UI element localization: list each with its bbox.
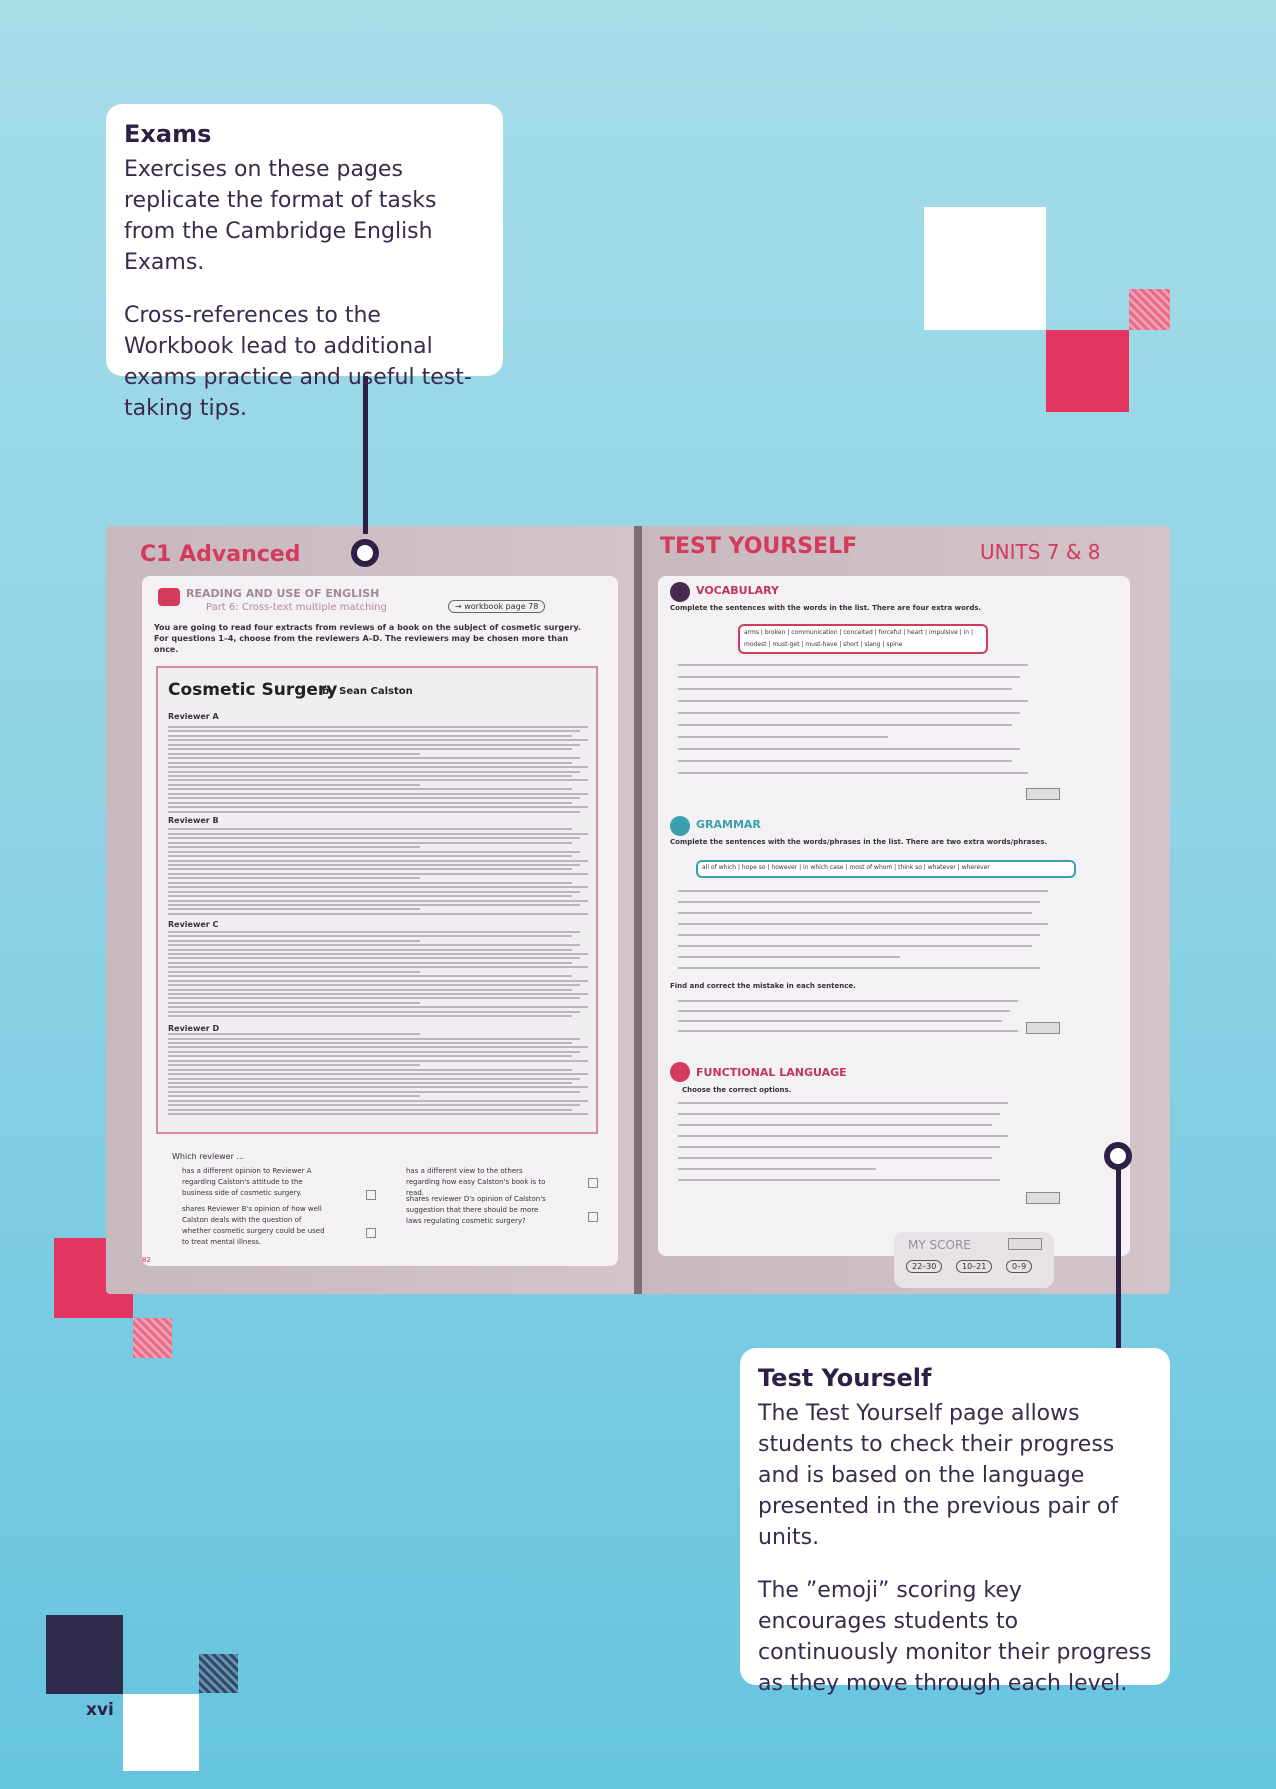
article-line bbox=[168, 962, 572, 964]
folio: xvi bbox=[86, 1700, 114, 1720]
article-line bbox=[168, 797, 580, 799]
article-line bbox=[168, 868, 572, 870]
functional-icon bbox=[670, 1062, 690, 1082]
question-1: has a different opinion to Reviewer A regarding Calston's attitude to the business side of cosmetic surgery. bbox=[182, 1167, 312, 1197]
article-line bbox=[168, 1038, 580, 1040]
part-label: Part 6: Cross-text multiple matching bbox=[206, 602, 387, 613]
functional-line bbox=[678, 1179, 1000, 1181]
reading-icon bbox=[158, 588, 180, 606]
test-yourself-paragraph-2: The ”emoji” scoring key encourages students to continuously monitor their progress as they move through each level. bbox=[758, 1578, 1152, 1696]
article-line bbox=[168, 1064, 420, 1066]
workbook-ref: → workbook page 78 bbox=[448, 600, 545, 613]
article-line bbox=[168, 1078, 580, 1080]
grammar-line bbox=[678, 912, 1032, 914]
left-page-number: 82 bbox=[142, 1256, 151, 1264]
vocab-line bbox=[678, 688, 1012, 690]
article-line bbox=[168, 873, 588, 875]
reviewer-a-label: Reviewer A bbox=[168, 712, 219, 721]
article-line bbox=[168, 788, 572, 790]
vocab-line bbox=[678, 772, 1028, 774]
article-line bbox=[168, 949, 572, 951]
article-line bbox=[168, 1033, 420, 1035]
score-band-high: 22–30 bbox=[906, 1260, 942, 1273]
vocab-instruction: Complete the sentences with the words in the list. There are four extra words. bbox=[670, 604, 982, 612]
find-line bbox=[678, 1030, 1018, 1032]
article-line bbox=[168, 966, 588, 968]
book-spine bbox=[634, 526, 642, 1294]
article-line bbox=[168, 1091, 580, 1093]
article-line bbox=[168, 944, 580, 946]
reviewer-b-label: Reviewer B bbox=[168, 816, 219, 825]
vocabulary-icon bbox=[670, 582, 690, 602]
grammar-line bbox=[678, 923, 1048, 925]
deco-square-navy-bottom bbox=[46, 1615, 123, 1694]
vocab-line bbox=[678, 724, 1012, 726]
article-line bbox=[168, 989, 572, 991]
article-line bbox=[168, 833, 588, 835]
article-line bbox=[168, 931, 580, 933]
grammar-line bbox=[678, 945, 1032, 947]
answer-box-3[interactable] bbox=[588, 1178, 598, 1188]
exams-paragraph-2: Cross-references to the Workbook lead to additional exams practice and useful test-taking tips. bbox=[124, 303, 472, 421]
exams-title: Exams bbox=[124, 120, 212, 148]
reviewer-c-label: Reviewer C bbox=[168, 920, 219, 929]
find-instruction: Find and correct the mistake in each sentence. bbox=[670, 982, 856, 990]
article-line bbox=[168, 748, 572, 750]
article-line bbox=[168, 784, 420, 786]
article-line bbox=[168, 726, 588, 728]
article-line bbox=[168, 1051, 580, 1053]
article-line bbox=[168, 882, 572, 884]
article-line bbox=[168, 908, 420, 910]
question-3: has a different view to the others regarding how easy Calston's book is to read. bbox=[406, 1167, 546, 1197]
my-score-box bbox=[1008, 1238, 1042, 1250]
functional-line bbox=[678, 1124, 992, 1126]
vocab-line bbox=[678, 736, 888, 738]
vocabulary-heading: VOCABULARY bbox=[696, 584, 779, 597]
article-line bbox=[168, 739, 588, 741]
functional-instruction: Choose the correct options. bbox=[682, 1086, 792, 1094]
article-line bbox=[168, 886, 588, 888]
find-line bbox=[678, 1000, 1018, 1002]
exams-pin bbox=[351, 539, 379, 567]
answer-box-2[interactable] bbox=[366, 1228, 376, 1238]
test-yourself-callout bbox=[740, 1348, 1170, 1696]
vocab-words: arms | broken | communication | conceited | forceful | heart | impulsive | in | modest | must-get | must-have | short | slang | spine bbox=[744, 629, 974, 648]
find-line bbox=[678, 1010, 1010, 1012]
section-heading: READING AND USE OF ENGLISH bbox=[186, 587, 380, 600]
article-line bbox=[168, 877, 420, 879]
vocab-line bbox=[678, 712, 1020, 714]
functional-line bbox=[678, 1113, 1000, 1115]
article-line bbox=[168, 904, 580, 906]
article-line bbox=[168, 1082, 572, 1084]
deco-square-pink-top bbox=[1046, 330, 1129, 412]
article-line bbox=[168, 1002, 420, 1004]
question-4: shares reviewer D's opinion of Calston's suggestion that there should be more laws regulating cosmetic surgery? bbox=[406, 1195, 546, 1225]
article-line bbox=[168, 855, 572, 857]
article-line bbox=[168, 730, 580, 732]
deco-square-pattern-bottom bbox=[199, 1654, 238, 1693]
functional-line bbox=[678, 1102, 1008, 1104]
left-page-heading: C1 Advanced bbox=[140, 542, 301, 567]
article-author: by Sean Calston bbox=[322, 686, 413, 697]
vocab-line bbox=[678, 748, 1020, 750]
article-line bbox=[168, 1109, 572, 1111]
article-line bbox=[168, 811, 580, 813]
article-line bbox=[168, 953, 588, 955]
exams-paragraph-1: Exercises on these pages replicate the format of tasks from the Cambridge English Exams. bbox=[124, 157, 437, 275]
find-line bbox=[678, 1020, 1002, 1022]
article-line bbox=[168, 1042, 572, 1044]
article-line bbox=[168, 860, 588, 862]
article-line bbox=[168, 837, 580, 839]
article-line bbox=[168, 1011, 580, 1013]
article-line bbox=[168, 980, 588, 982]
article-line bbox=[168, 766, 588, 768]
deco-square-white-top bbox=[924, 207, 1046, 330]
article-line bbox=[168, 842, 572, 844]
grammar-line bbox=[678, 967, 1040, 969]
test-yourself-connector bbox=[1116, 1168, 1121, 1350]
vocab-line bbox=[678, 700, 1028, 702]
grammar-score-box bbox=[1026, 1022, 1060, 1034]
deco-square-pattern-top bbox=[1129, 289, 1170, 330]
functional-line bbox=[678, 1135, 1008, 1137]
article-line bbox=[168, 757, 580, 759]
article-line bbox=[168, 891, 580, 893]
article-line bbox=[168, 802, 572, 804]
functional-heading: FUNCTIONAL LANGUAGE bbox=[696, 1066, 847, 1079]
functional-line bbox=[678, 1146, 1000, 1148]
grammar-line bbox=[678, 890, 1048, 892]
article-line bbox=[168, 975, 572, 977]
vocab-score-box bbox=[1026, 788, 1060, 800]
functional-line bbox=[678, 1157, 992, 1159]
article-line bbox=[168, 775, 572, 777]
article-line bbox=[168, 1104, 580, 1106]
score-band-mid: 10–21 bbox=[956, 1260, 992, 1273]
my-score-label: MY SCORE bbox=[908, 1238, 971, 1252]
answer-box-4[interactable] bbox=[588, 1212, 598, 1222]
article-line bbox=[168, 753, 420, 755]
vocab-line bbox=[678, 676, 1020, 678]
article-line bbox=[168, 851, 580, 853]
article-line bbox=[168, 1060, 588, 1062]
deco-square-white-bottom bbox=[123, 1694, 199, 1771]
open-book bbox=[106, 526, 1170, 1294]
article-line bbox=[168, 744, 580, 746]
article-line bbox=[168, 895, 572, 897]
grammar-line bbox=[678, 901, 1040, 903]
which-reviewer: Which reviewer ... bbox=[172, 1152, 245, 1161]
right-page-heading: TEST YOURSELF bbox=[660, 534, 858, 559]
article-line bbox=[168, 1015, 572, 1017]
deco-square-pattern-left bbox=[133, 1318, 172, 1358]
article-line bbox=[168, 997, 580, 999]
grammar-line bbox=[678, 934, 1040, 936]
article-line bbox=[168, 1006, 588, 1008]
article-line bbox=[168, 1073, 588, 1075]
answer-box-1[interactable] bbox=[366, 1190, 376, 1200]
grammar-heading: GRAMMAR bbox=[696, 818, 761, 831]
test-yourself-pin bbox=[1104, 1142, 1132, 1170]
article-line bbox=[168, 793, 588, 795]
article-line bbox=[168, 1055, 572, 1057]
article-line bbox=[168, 735, 572, 737]
article-line bbox=[168, 935, 572, 937]
grammar-icon bbox=[670, 816, 690, 836]
article-line bbox=[168, 771, 580, 773]
test-yourself-title: Test Yourself bbox=[758, 1364, 932, 1392]
exams-callout bbox=[106, 104, 503, 421]
functional-score-box bbox=[1026, 1192, 1060, 1204]
right-page-inner bbox=[658, 576, 1130, 1256]
score-band-low: 0–9 bbox=[1006, 1260, 1032, 1273]
vocab-line bbox=[678, 760, 1012, 762]
test-yourself-paragraph-1: The Test Yourself page allows students to check their progress and is based on the language presented in the previous pair of units. bbox=[758, 1401, 1119, 1550]
article-line bbox=[168, 846, 420, 848]
article-line bbox=[168, 864, 580, 866]
vocab-line bbox=[678, 664, 1028, 666]
article-line bbox=[168, 984, 580, 986]
article-line bbox=[168, 913, 588, 915]
article-line bbox=[168, 900, 588, 902]
article-line bbox=[168, 1086, 588, 1088]
reviewer-d-label: Reviewer D bbox=[168, 1024, 220, 1033]
instruction: You are going to read four extracts from reviews of a book on the subject of cosmetic surgery. For questions 1–4, choose from the reviewers A–D. The reviewers may be chosen more than once. bbox=[154, 623, 581, 654]
article-line bbox=[168, 993, 588, 995]
article-line bbox=[168, 1113, 588, 1115]
article-line bbox=[168, 806, 588, 808]
article-line bbox=[168, 971, 420, 973]
article-line bbox=[168, 779, 588, 781]
right-page bbox=[638, 526, 1170, 1294]
functional-line bbox=[678, 1168, 876, 1170]
article-line bbox=[168, 957, 580, 959]
article-line bbox=[168, 1100, 588, 1102]
article-line bbox=[168, 762, 572, 764]
grammar-instruction: Complete the sentences with the words/phrases in the list. There are two extra words/phrases. bbox=[670, 838, 1048, 846]
article-title: Cosmetic Surgery bbox=[168, 680, 338, 700]
article-line bbox=[168, 940, 420, 942]
article-line bbox=[168, 1095, 420, 1097]
grammar-line bbox=[678, 956, 900, 958]
left-page bbox=[106, 526, 638, 1294]
question-2: shares Reviewer B's opinion of how well Calston deals with the question of whether cosmetic surgery could be used to treat mental illness. bbox=[182, 1205, 325, 1246]
article-line bbox=[168, 1046, 588, 1048]
units-label: UNITS 7 & 8 bbox=[980, 540, 1101, 564]
article-line bbox=[168, 828, 572, 830]
article-line bbox=[168, 1069, 572, 1071]
grammar-words: all of which | hope so | however | in which case | most of whom | think so | whatever | wherever bbox=[702, 864, 990, 871]
